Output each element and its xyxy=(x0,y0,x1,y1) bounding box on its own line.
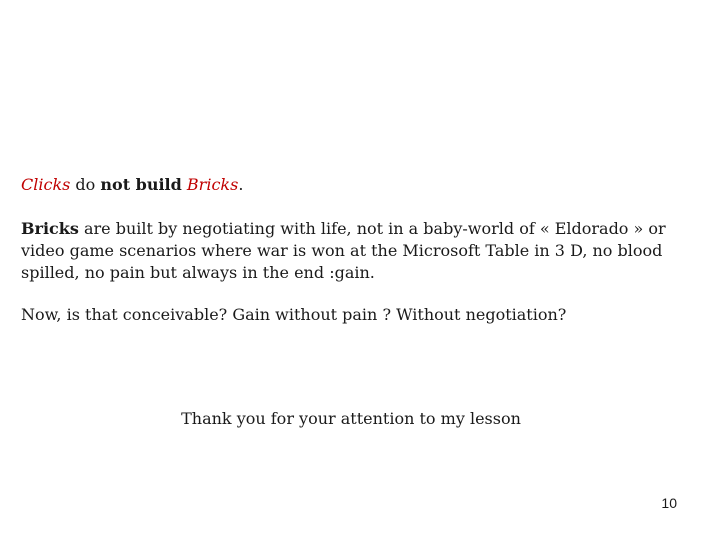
not-build-emphasis: not build xyxy=(100,175,182,194)
bricks-lead: Bricks xyxy=(21,219,79,238)
paragraph-question: Now, is that conceivable? Gain without pain ? Without negotiation? xyxy=(21,305,567,324)
period: . xyxy=(238,175,244,194)
bricks-word: Bricks xyxy=(186,175,239,194)
paragraph-negotiation xyxy=(21,218,691,284)
page-number: 10 xyxy=(661,495,677,511)
thank-you-line: Thank you for your attention to my lesson xyxy=(181,409,521,428)
clicks-connector: do xyxy=(70,175,101,194)
negotiation-text: are built by negotiating with life, not in a baby-world of « Eldorado » or video game scenarios where war is won at the Microsoft Table in 3 D, no blood spilled, no pain but always in the end :gain. xyxy=(21,219,666,282)
paragraph-clicks-bricks xyxy=(21,174,691,196)
clicks-word: Clicks xyxy=(21,175,71,194)
